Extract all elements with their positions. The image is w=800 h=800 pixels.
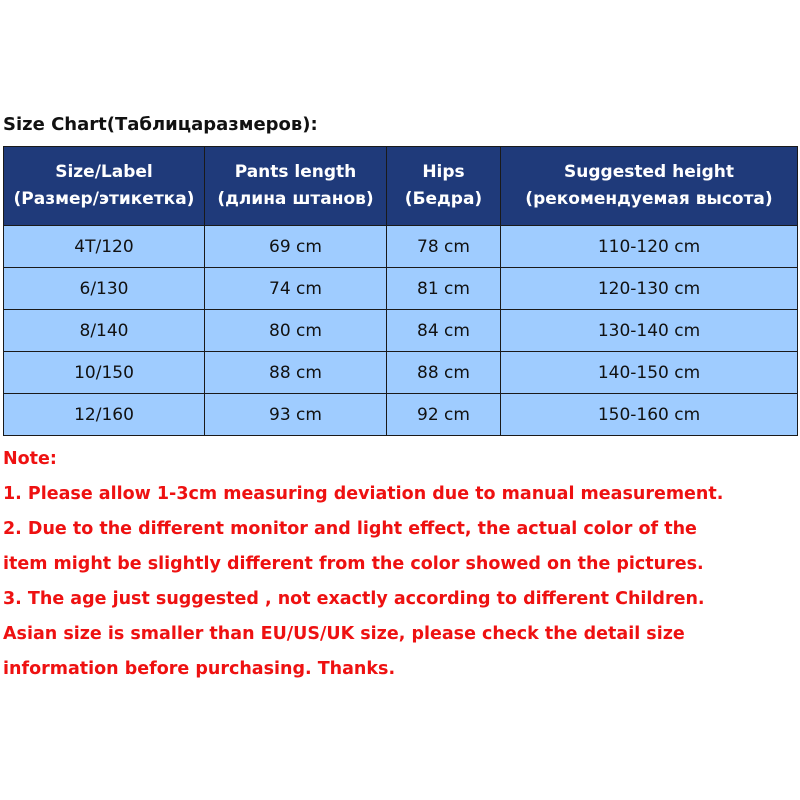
cell-hips: 84 cm: [387, 310, 501, 352]
header-suggested-height: Suggested height (рекомендуемая высота): [501, 147, 798, 226]
notes-heading: Note:: [3, 449, 57, 469]
cell-hips: 78 cm: [387, 226, 501, 268]
header-pants-length: Pants length (длина штанов): [205, 147, 387, 226]
table-row: [4, 352, 798, 394]
cell-size: 4T/120: [4, 226, 205, 268]
table-row: [4, 310, 798, 352]
header-size-label: Size/Label (Размер/этикетка): [4, 147, 205, 226]
note-line: information before purchasing. Thanks.: [3, 659, 396, 679]
cell-pants-length: 74 cm: [205, 268, 387, 310]
table-row: [4, 226, 798, 268]
cell-size: 10/150: [4, 352, 205, 394]
cell-height: 150-160 cm: [501, 394, 798, 436]
cell-hips: 81 cm: [387, 268, 501, 310]
note-line: 3. The age just suggested , not exactly according to different Children.: [3, 589, 705, 609]
table-header-row: [4, 147, 798, 226]
cell-height: 140-150 cm: [501, 352, 798, 394]
note-line: Asian size is smaller than EU/US/UK size, please check the detail size: [3, 624, 685, 644]
cell-size: 8/140: [4, 310, 205, 352]
note-line: item might be slightly different from the color showed on the pictures.: [3, 554, 704, 574]
cell-pants-length: 88 cm: [205, 352, 387, 394]
table-row: [4, 268, 798, 310]
cell-hips: 92 cm: [387, 394, 501, 436]
cell-height: 130-140 cm: [501, 310, 798, 352]
cell-size: 12/160: [4, 394, 205, 436]
cell-pants-length: 69 cm: [205, 226, 387, 268]
page-title: Size Chart(Таблицаразмеров):: [3, 114, 318, 135]
cell-pants-length: 93 cm: [205, 394, 387, 436]
note-line: 2. Due to the different monitor and light effect, the actual color of the: [3, 519, 697, 539]
notes-section: [3, 442, 797, 687]
cell-hips: 88 cm: [387, 352, 501, 394]
header-hips: Hips (Бедра): [387, 147, 501, 226]
note-line: 1. Please allow 1-3cm measuring deviation due to manual measurement.: [3, 484, 724, 504]
size-chart-table: [3, 146, 798, 436]
cell-size: 6/130: [4, 268, 205, 310]
cell-height: 110-120 cm: [501, 226, 798, 268]
cell-height: 120-130 cm: [501, 268, 798, 310]
cell-pants-length: 80 cm: [205, 310, 387, 352]
table-row: [4, 394, 798, 436]
